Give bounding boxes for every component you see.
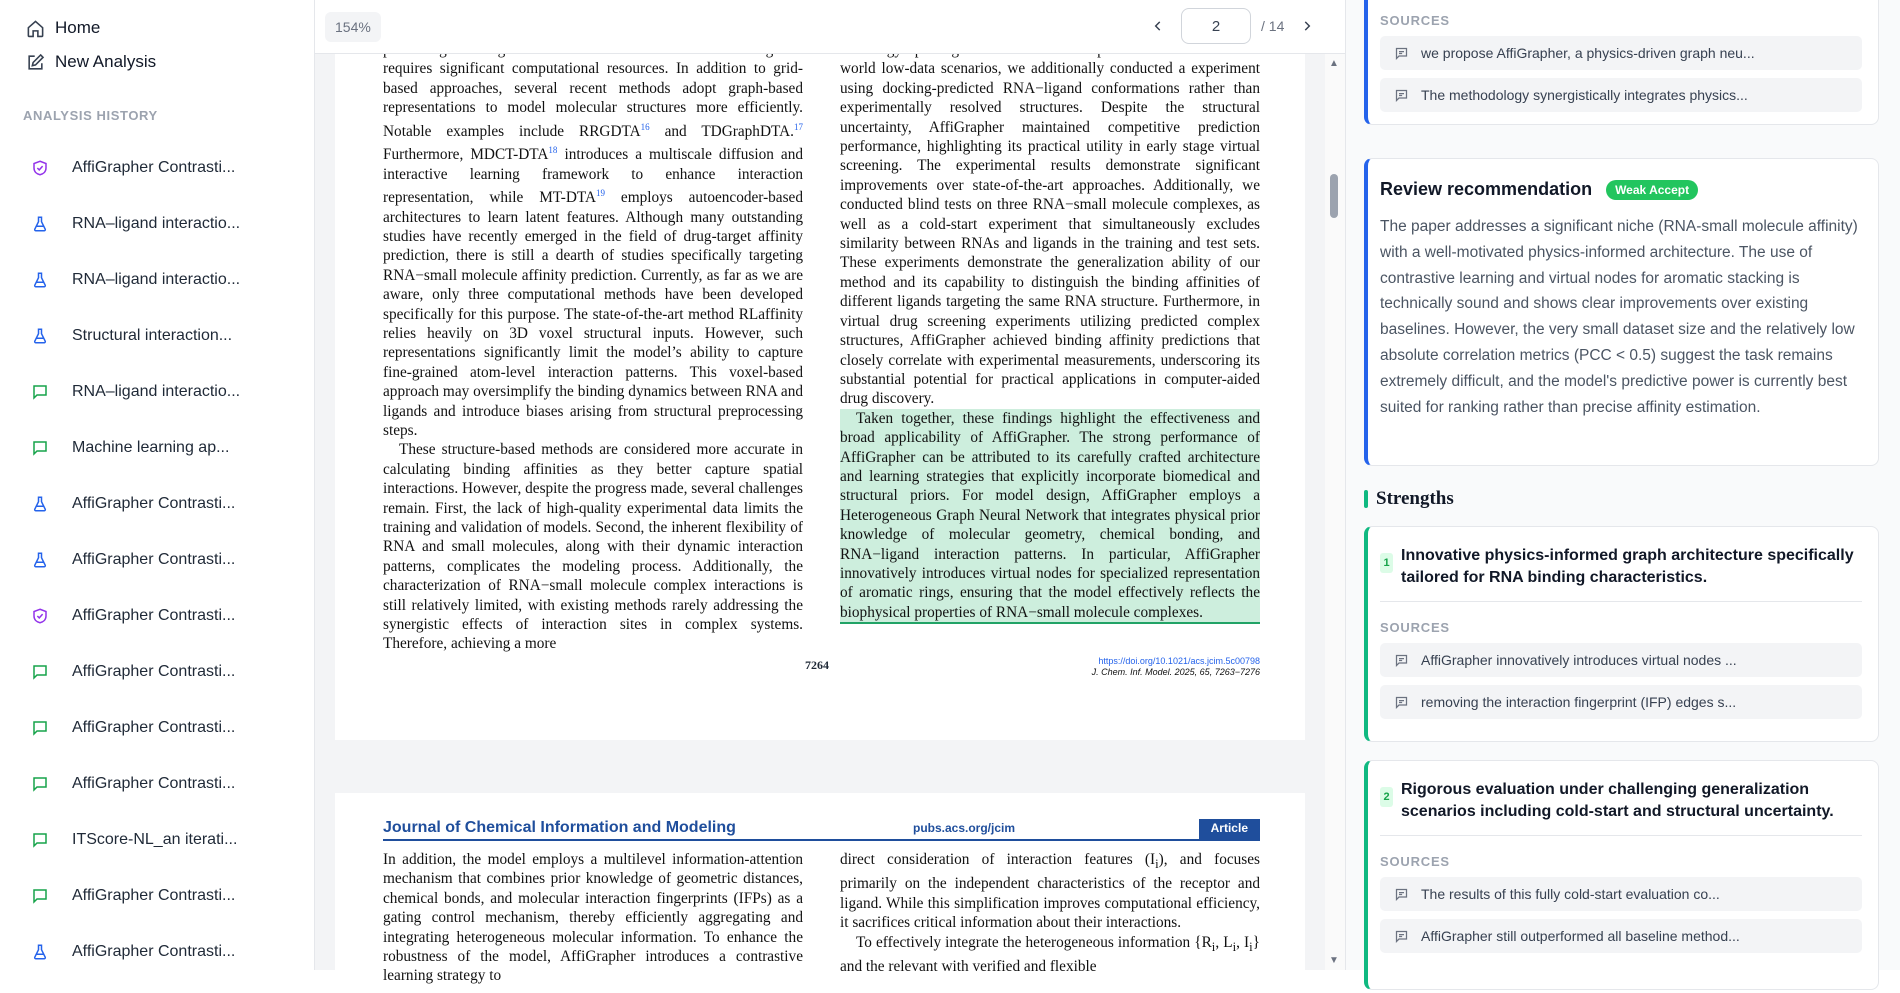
chevron-left-icon <box>1151 19 1165 33</box>
history-item-label: AffiGrapher Contrasti... <box>72 775 236 792</box>
history-item[interactable] <box>0 196 314 252</box>
history-item-label: AffiGrapher Contrasti... <box>72 551 236 568</box>
divider <box>1380 835 1862 836</box>
text-column-right <box>840 40 1260 624</box>
chat-icon <box>31 719 49 737</box>
history-item[interactable] <box>0 868 314 924</box>
sources-card <box>1364 0 1879 125</box>
page-number: 7264 <box>805 658 829 672</box>
divider <box>1380 601 1862 602</box>
history-item-label: AffiGrapher Contrasti... <box>72 719 236 736</box>
recommendation-card <box>1364 158 1879 466</box>
history-item[interactable] <box>0 588 314 644</box>
history-item[interactable] <box>0 756 314 812</box>
vertical-scrollbar[interactable] <box>1325 54 1345 970</box>
paragraph: In addition, the model employs a multilevel information-attention mechanism that combines prior knowledge of geometric distances, chemical bonds, and molecular interaction fingerprints (IFPs) as a gating control mechanism, thereby efficiently aggregating and integrating heterogeneous molecular information. To enhance the robustness of the model, AffiGrapher introduces a contrastive learning strategy to <box>383 851 803 985</box>
history-item[interactable] <box>0 252 314 308</box>
comment-icon <box>1394 929 1409 944</box>
history-item-label: AffiGrapher Contrasti... <box>72 607 236 624</box>
text-column-left <box>383 850 803 986</box>
history-heading: ANALYSIS HISTORY <box>23 108 158 123</box>
chat-icon <box>31 831 49 849</box>
comment-icon <box>1394 88 1409 103</box>
paragraph: These structure-based methods are considered more accurate in calculating binding affinities as they better capture spatial interactions. However, despite the progress made, several challenges remain. First, the lack of high-quality experimental data limits the training and validation of models. Second, the inherent flexibility of RNA and small molecules, along with their dynamic interaction patterns, complicates the modeling process. Additionally, the characterization of RNA−small molecule complex interactions is still relatively limited, with existing methods rarely addressing the synergistic effects of interaction sites in complex systems. Therefore, achieving a more <box>383 441 803 653</box>
history-item-label: RNA–ligand interactio... <box>72 215 241 232</box>
source-item[interactable]: removing the interaction fingerprint (IFP) edges s... <box>1380 685 1862 719</box>
history-item[interactable] <box>0 364 314 420</box>
chat-icon <box>31 887 49 905</box>
history-list <box>0 140 314 980</box>
history-item-label: AffiGrapher Contrasti... <box>72 943 236 960</box>
sidebar <box>0 0 315 970</box>
history-item[interactable] <box>0 308 314 364</box>
nav-home[interactable] <box>26 18 100 38</box>
sources-label: SOURCES <box>1380 854 1450 869</box>
comment-icon <box>1394 46 1409 61</box>
history-item-label: ITScore-NL_an iterati... <box>72 831 238 848</box>
scroll-down-icon[interactable]: ▼ <box>1329 955 1339 966</box>
journal-name: Journal of Chemical Information and Modeling <box>383 819 736 836</box>
section-accent <box>1364 490 1368 508</box>
scrollbar-thumb[interactable] <box>1330 174 1338 218</box>
flask-icon <box>31 271 49 289</box>
comment-icon <box>1394 695 1409 710</box>
strength-number: 1 <box>1380 553 1393 573</box>
nav-home-label: Home <box>55 18 101 37</box>
recommendation-badge: Weak Accept <box>1606 180 1698 200</box>
scroll-up-icon[interactable]: ▲ <box>1329 58 1339 69</box>
doi-link[interactable]: https://doi.org/10.1021/acs.jcim.5c00798 J. Chem. Inf. Model. 2025, 65, 7263−7276 <box>1091 656 1260 677</box>
history-item-label: RNA–ligand interactio... <box>72 383 241 400</box>
history-item[interactable] <box>0 476 314 532</box>
chevron-right-icon <box>1300 19 1314 33</box>
edit-icon <box>26 53 45 72</box>
flask-icon <box>31 215 49 233</box>
source-item[interactable]: AffiGrapher innovatively introduces virtual nodes ... <box>1380 643 1862 677</box>
strength-card <box>1364 760 1879 990</box>
text-column-right <box>840 850 1260 977</box>
flask-icon <box>31 495 49 513</box>
next-page-button[interactable] <box>1294 13 1320 39</box>
chat-icon <box>31 663 49 681</box>
history-item-label: AffiGrapher Contrasti... <box>72 663 236 680</box>
history-item[interactable] <box>0 532 314 588</box>
pagination <box>1145 8 1320 44</box>
pdf-page <box>335 40 1305 740</box>
source-item[interactable]: we propose AffiGrapher, a physics-driven graph neu... <box>1380 36 1862 70</box>
page-number-input[interactable] <box>1181 8 1251 44</box>
prev-page-button[interactable] <box>1145 13 1171 39</box>
strength-card <box>1364 526 1879 742</box>
shield-check-icon <box>31 607 49 625</box>
article-tag: Article <box>1199 819 1260 839</box>
strength-number: 2 <box>1380 787 1393 807</box>
source-item[interactable]: AffiGrapher still outperformed all baseline method... <box>1380 919 1862 953</box>
history-item[interactable] <box>0 700 314 756</box>
highlighted-paragraph[interactable]: Taken together, these findings highlight the effectiveness and broad applicability of AffiGrapher. The strong performance of AffiGrapher can be attributed to its carefully crafted architecture and learning strategies that explicitly incorporate biomedical and structural priors. For model design, AffiGrapher employs a Heterogeneous Graph Neural Network that integrates physical prior knowledge of molecular geometry, chemical bonding, and RNA−ligand interaction patterns. In particular, AffiGrapher innovatively introduces virtual nodes for specialized representation of aromatic rings, ensuring that the model effectively reflects the biophysical properties of RNA−small molecule complexes. <box>840 409 1260 624</box>
flask-icon <box>31 551 49 569</box>
flask-icon <box>31 327 49 345</box>
history-item[interactable] <box>0 924 314 980</box>
paragraph: requires significant computational resources. In addition to grid-based approaches, several recent methods adopt graph-based representations to model molecular structures more efficiently. Notable examples include RRGDTA$^{16}$ and TDGraphDTA.$^{17}$ Furthermore, MDCT-DTA$^{18}$ introduces a multiscale diffusion and interactive learning framework to enhance interaction representation, while MT-DTA$^{19}$ employs autoencoder-based architectures to learn latent features. Although many outstanding studies have recently emerged in the field of drug-target affinity prediction, there is still a dearth of studies specifically targeting RNA−small molecule affinity prediction. Currently, as far as we are aware, only three computational methods have been developed specifically for this purpose. The state-of-the-art method RLaffinity relies heavily on 3D voxel structural inputs. However, such representations significantly limit the model’s ability to capture fine-grained atom-level interaction patterns. This voxel-based approach may oversimplify the binding dynamics between RNA and ligands and introduce biases arising from structural preprocessing steps. <box>383 60 803 439</box>
chat-icon <box>31 775 49 793</box>
home-icon <box>26 19 45 38</box>
source-item[interactable]: The results of this fully cold-start evaluation co... <box>1380 877 1862 911</box>
history-item-label: AffiGrapher Contrasti... <box>72 887 236 904</box>
shield-check-icon <box>31 159 49 177</box>
review-panel <box>1345 0 1900 970</box>
nav-new-analysis-label: New Analysis <box>55 52 157 71</box>
history-item[interactable] <box>0 140 314 196</box>
paragraph: direct consideration of interaction features $(I_i)$, and focuses primarily on the independent characteristics of the receptor and ligand. While this simplification improves computational efficiency, it sacrifices critical information about their interactions. <box>840 851 1260 932</box>
sources-label: SOURCES <box>1380 620 1450 635</box>
history-item-label: RNA–ligand interactio... <box>72 271 241 288</box>
chat-icon <box>31 439 49 457</box>
paragraph: To effectively integrate the heterogeneous information {$R_i$, $L_i$, $I_i$} and the relevant with verified and flexible <box>840 933 1261 976</box>
viewer-toolbar <box>315 0 1345 54</box>
citation: J. Chem. Inf. Model. 2025, 65, 7263−7276 <box>1091 667 1260 677</box>
recommendation-title: Review recommendation Weak Accept <box>1380 179 1862 200</box>
strength-title: 1 Innovative physics-informed graph architecture specifically tailored for RNA binding characteristics. <box>1380 545 1862 589</box>
zoom-level[interactable]: 154% <box>325 12 381 42</box>
pdf-viewer <box>315 0 1345 985</box>
page-total: / 14 <box>1261 18 1285 34</box>
comment-icon <box>1394 887 1409 902</box>
chat-icon <box>31 383 49 401</box>
paragraph: world low-data scenarios, we additionally conducted a experiment using docking-predicted RNA−ligand conformations rather than experimentally resolved structures. Despite the structural uncertainty, AffiGrapher maintained competitive prediction performance, highlighting its practical utility in early stage virtual screening. The experimental results demonstrate significant improvements over state-of-the-art approaches. Additionally, we conducted blind tests on three RNA−small molecule complexes, as well as a cold-start experiment that simultaneously excludes similarity between RNAs and ligands in the training and test sets. These experiments demonstrate the generalization ability of our method and its capability to distinguish the binding affinities of different ligands targeting the same RNA structure. Furthermore, in virtual drug screening experiments utilizing predicted complex structures, AffiGrapher achieved binding affinity predictions that closely correlate with experimental measurements, underscoring its substantial potential for practical applications in computer-aided drug discovery. <box>840 60 1260 408</box>
history-item-label: AffiGrapher Contrasti... <box>72 159 236 176</box>
text-column-left <box>383 40 803 654</box>
sources-label: SOURCES <box>1380 13 1450 28</box>
source-item[interactable]: The methodology synergistically integrates physics... <box>1380 78 1862 112</box>
strength-title: 2 Rigorous evaluation under challenging generalization scenarios including cold-start and structural uncertainty. <box>1380 779 1862 823</box>
comment-icon <box>1394 653 1409 668</box>
history-item-label: Structural interaction... <box>72 327 233 344</box>
history-item-label: AffiGrapher Contrasti... <box>72 495 236 512</box>
journal-header <box>383 819 1260 841</box>
nav-new-analysis[interactable] <box>26 52 156 72</box>
strengths-heading: Strengths <box>1364 488 1454 510</box>
history-item[interactable] <box>0 644 314 700</box>
history-item-label: Machine learning ap... <box>72 439 230 456</box>
history-item[interactable] <box>0 812 314 868</box>
recommendation-text: The paper addresses a significant niche (RNA-small molecule affinity) with a well-motivated physics-informed architecture. The use of contrastive learning and virtual nodes for aromatic stacking is technically sound and shows clear improvements over existing baselines. However, the very small dataset size and the relatively low absolute correlation metrics (PCC < 0.5) suggest the task remains extremely difficult, and the model's predictive power is currently best suited for ranking rather than precise affinity estimation. <box>1380 218 1858 416</box>
journal-url[interactable]: pubs.acs.org/jcim <box>913 821 1016 835</box>
pdf-page <box>335 793 1305 993</box>
flask-icon <box>31 943 49 961</box>
history-item[interactable] <box>0 420 314 476</box>
